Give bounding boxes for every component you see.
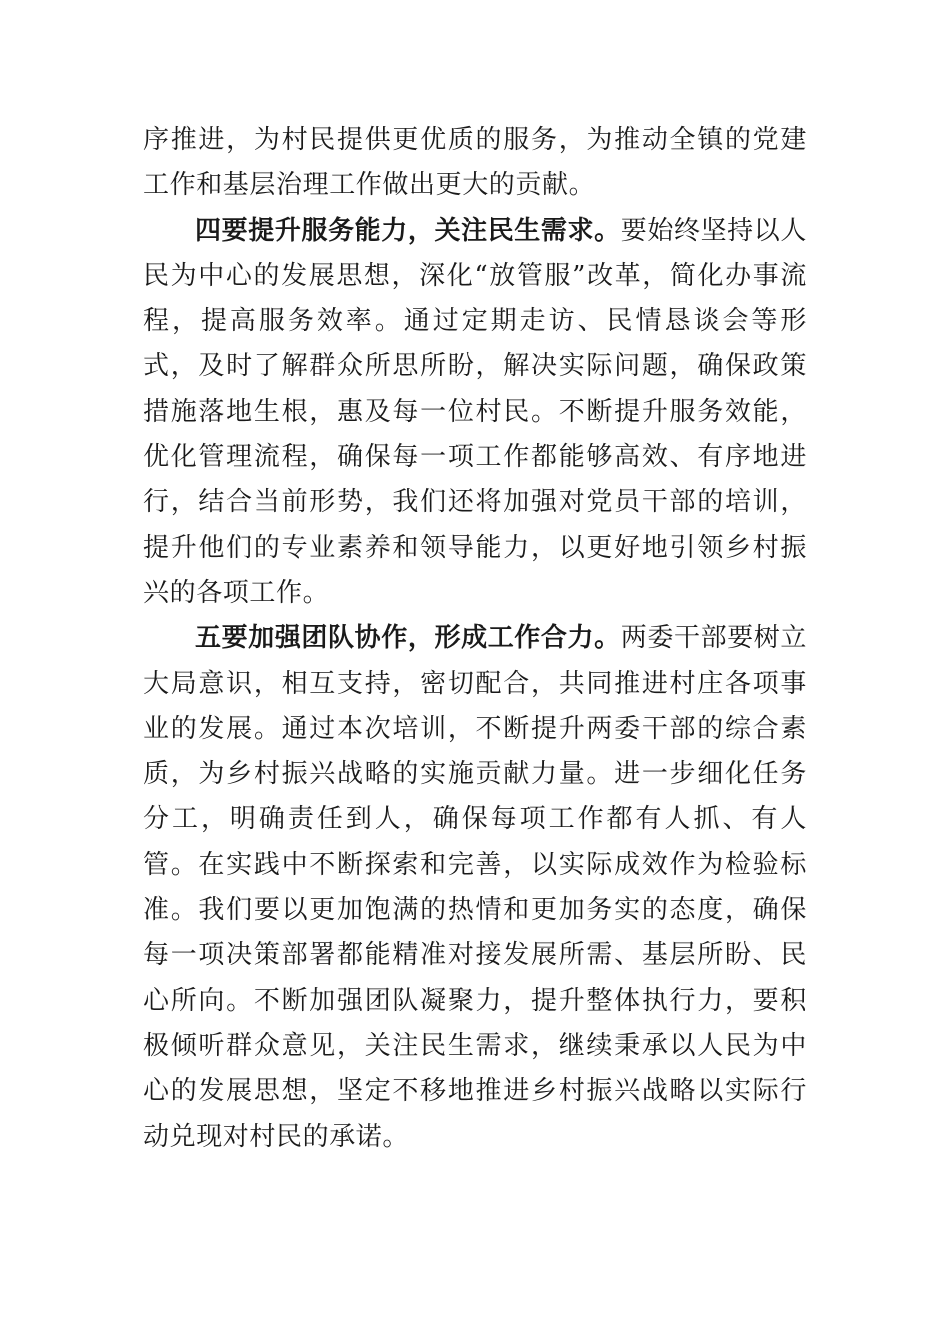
paragraph-lead-heading: 四要提升服务能力，关注民生需求。 [195,215,621,246]
paragraph-continuation [143,118,807,209]
paragraph-lead-heading: 五要加强团队协作，形成工作合力。 [195,623,621,654]
paragraph-text: 序推进，为村民提供更优质的服务，为推动全镇的党建工作和基层治理工作做出更大的贡献。 [143,125,807,201]
document-body [143,118,807,1160]
paragraph-text: 两委干部要树立大局意识，相互支持，密切配合，共同推进村庄各项事业的发展。通过本次培训，不断提升两委干部的综合素质，为乡村振兴战略的实施贡献力量。进一步细化任务分工，明确责任到人，确保每项工作都有人抓、有人管。在实践中不断探索和完善，以实际成效作为检验标准。我们要以更加饱满的热情和更加务实的态度，确保每一项决策部署都能精准对接发展所需、基层所盼、民心所向。不断加强团队凝聚力，提升整体执行力，要积极倾听群众意见，关注民生需求，继续秉承以人民为中心的发展思想，坚定不移地推进乡村振兴战略以实际行动兑现对村民的承诺。 [143,623,808,1152]
paragraph-text: 要始终坚持以人民为中心的发展思想，深化“放管服”改革，简化办事流程，提高服务效率。通过定期走访、民情恳谈会等形式，及时了解群众所思所盼，解决实际问题，确保政策措施落地生根，惠及每一位村民。不断提升服务效能，优化管理流程，确保每一项工作都能够高效、有序地进行，结合当前形势，我们还将加强对党员干部的培训，提升他们的专业素养和领导能力，以更好地引领乡村振兴的各项工作。 [143,215,808,608]
paragraph-service-capability [143,209,807,617]
paragraph-team-collaboration [143,616,807,1160]
